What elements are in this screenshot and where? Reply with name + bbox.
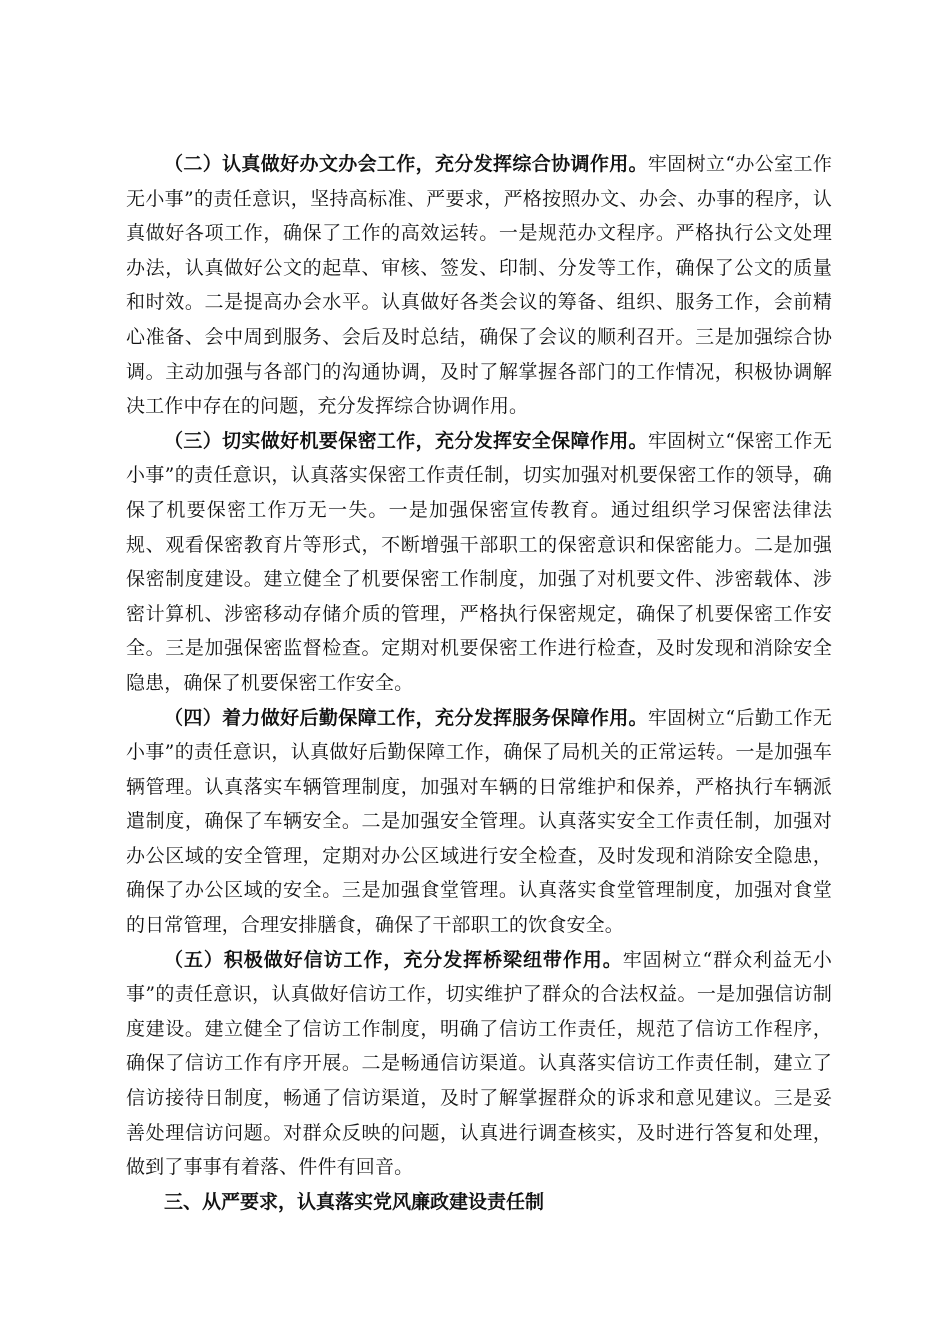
document-page xyxy=(126,147,832,1219)
paragraph-lead: （四）着力做好后勤保障工作，充分发挥服务保障作用。 xyxy=(164,706,648,729)
paragraph-lead: （二）认真做好办文办会工作，充分发挥综合协调作用。 xyxy=(164,153,648,175)
paragraph-petitions xyxy=(126,943,832,1185)
paragraph-confidentiality xyxy=(126,424,832,701)
paragraph-body: 牢固树立“办公室工作无小事”的责任意识，坚持高标准、严要求，严格按照办文、办会、办事的程序，认真做好各项工作，确保了工作的高效运转。一是规范办文程序。严格执行公文处理办法，认真做好公文的起草、审核、签发、印制、分发等工作，确保了公文的质量和时效。二是提高办会水平。认真做好各类会议的筹备、组织、服务工作，会前精心准备、会中周到服务、会后及时总结，确保了会议的顺利召开。三是加强综合协调。主动加强与各部门的沟通协调，及时了解掌握各部门的工作情况，积极协调解决工作中存在的问题，充分发挥综合协调作用。 xyxy=(126,153,832,418)
paragraph-lead: （三）切实做好机要保密工作，充分发挥安全保障作用。 xyxy=(164,429,648,452)
paragraph-lead: （五）积极做好信访工作，充分发挥桥梁纽带作用。 xyxy=(164,948,623,971)
paragraph-body: 牢固树立“保密工作无小事”的责任意识，认真落实保密工作责任制，切实加强对机要保密工作的领导，确保了机要保密工作万无一失。一是加强保密宣传教育。通过组织学习保密法律法规、观看保密教育片等形式，不断增强干部职工的保密意识和保密能力。二是加强保密制度建设。建立健全了机要保密工作制度，加强了对机要文件、涉密载体、涉密计算机、涉密移动存储介质的管理，严格执行保密规定，确保了机要保密工作安全。三是加强保密监督检查。定期对机要保密工作进行检查，及时发现和消除安全隐患，确保了机要保密工作安全。 xyxy=(126,429,832,694)
paragraph-body: 牢固树立“群众利益无小事”的责任意识，认真做好信访工作，切实维护了群众的合法权益。一是加强信访制度建设。建立健全了信访工作制度，明确了信访工作责任，规范了信访工作程序，确保了信访工作有序开展。二是畅通信访渠道。认真落实信访工作责任制，建立了信访接待日制度，畅通了信访渠道，及时了解掌握群众的诉求和意见建议。三是妥善处理信访问题。对群众反映的问题，认真进行调查核实，及时进行答复和处理，做到了事事有着落、件件有回音。 xyxy=(126,948,832,1179)
paragraph-logistics xyxy=(126,701,832,943)
section-heading: 三、从严要求，认真落实党风廉政建设责任制 xyxy=(164,1190,545,1213)
paragraph-body: 牢固树立“后勤工作无小事”的责任意识，认真做好后勤保障工作，确保了局机关的正常运转。一是加强车辆管理。认真落实车辆管理制度，加强对车辆的日常维护和保养，严格执行车辆派遣制度，确保了车辆安全。二是加强安全管理。认真落实安全工作责任制，加强对办公区域的安全管理，定期对办公区域进行安全检查，及时发现和消除安全隐患，确保了办公区域的安全。三是加强食堂管理。认真落实食堂管理制度，加强对食堂的日常管理，合理安排膳食，确保了干部职工的饮食安全。 xyxy=(126,706,832,937)
paragraph-office-coordination xyxy=(126,147,832,424)
